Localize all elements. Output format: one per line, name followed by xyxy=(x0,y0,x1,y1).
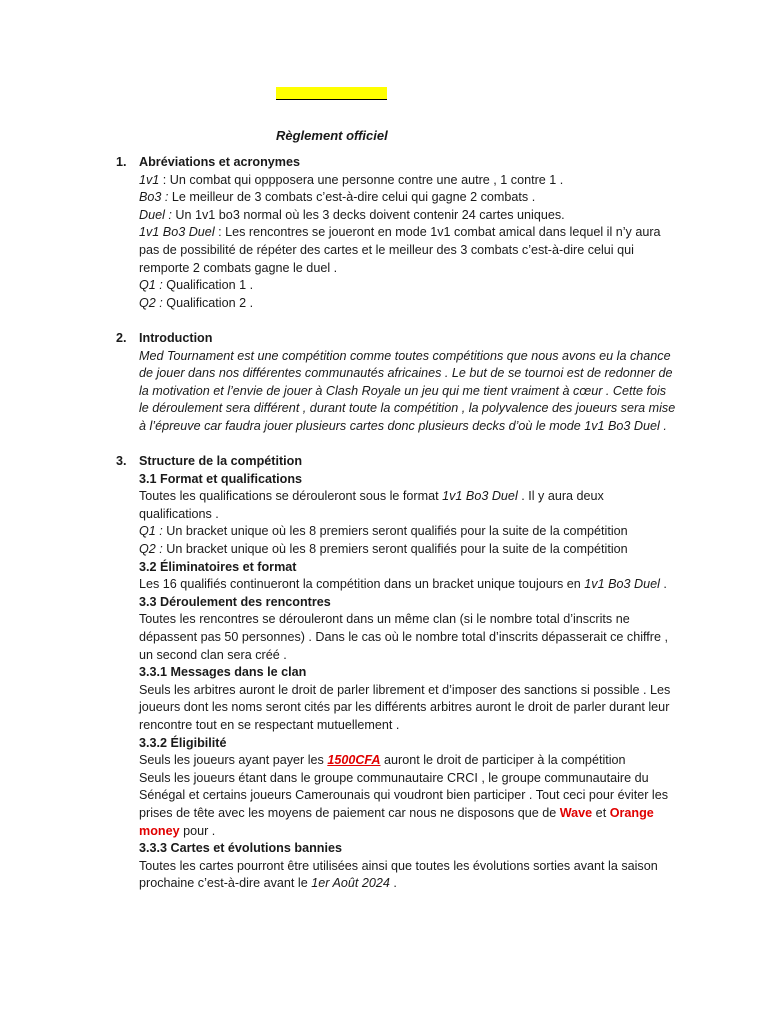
payment-method-wave: Wave xyxy=(559,805,593,820)
section-introduction xyxy=(0,330,768,436)
paragraph: Seuls les joueurs ayant payer les 1500CFA auront le droit de participer à la compétition xyxy=(139,753,626,768)
definition-item: Q2 : Qualification 2 . xyxy=(139,295,254,310)
section-heading: Introduction xyxy=(139,330,213,345)
section-structure xyxy=(0,453,768,893)
highlighted-title-placeholder xyxy=(276,87,387,100)
qualification-item: Q2 : Un bracket unique où les 8 premiers seront qualifiés pour la suite de la compétition xyxy=(139,542,628,557)
section-number: 2. xyxy=(116,330,127,345)
definition-item: 1v1 Bo3 Duel : Les rencontres se joueront en mode 1v1 combat amical dans lequel il n’y aura pas de possibilité de répéter des cartes et le meilleur des 3 combats c’est-à-dire celui qui remporte 2 combats gagne le duel . xyxy=(139,225,661,275)
document-title: Règlement officiel xyxy=(276,128,388,143)
definition-item: Q1 : Qualification 1 . xyxy=(139,278,254,293)
section-heading: Structure de la compétition xyxy=(139,454,303,469)
qualification-item: Q1 : Un bracket unique où les 8 premiers seront qualifiés pour la suite de la compétition xyxy=(139,524,628,539)
paragraph: Toutes les qualifications se dérouleront sous le format 1v1 Bo3 Duel . Il y aura deux qualifications . xyxy=(139,489,604,521)
section-heading: Abréviations et acronymes xyxy=(139,155,300,169)
subsection-heading: 3.1 Format et qualifications xyxy=(139,471,303,486)
section-number: 1. xyxy=(116,155,127,169)
subsection-heading: 3.3 Déroulement des rencontres xyxy=(139,594,331,609)
section-number: 3. xyxy=(116,454,127,469)
definition-item: Duel : Un 1v1 bo3 normal où les 3 decks doivent contenir 24 cartes uniques. xyxy=(139,207,565,222)
document-body xyxy=(0,154,768,911)
definition-item: 1v1 : Un combat qui oppposera une personne contre une autre , 1 contre 1 . xyxy=(139,172,564,187)
subsection-heading: 3.3.3 Cartes et évolutions bannies xyxy=(139,841,342,856)
subsection-heading: 3.3.1 Messages dans le clan xyxy=(139,665,307,680)
paragraph: Toutes les cartes pourront être utilisées ainsi que toutes les évolutions sorties avant la saison prochaine c’est-à-dire avant le 1er Août 2024 . xyxy=(139,858,658,891)
paragraph: Les 16 qualifiés continueront la compétition dans un bracket unique toujours en 1v1 Bo3 Duel . xyxy=(139,577,667,592)
subsection-heading: 3.2 Éliminatoires et format xyxy=(139,559,297,574)
paragraph: Toutes les rencontres se dérouleront dans un même clan (si le nombre total d’inscrits ne dépassent pas 50 personnes) . Dans le cas où le nombre total d’inscrits dépasserait ce chiffre , un second clan sera créé . xyxy=(139,612,668,662)
subsection-heading: 3.3.2 Éligibilité xyxy=(139,735,227,750)
payment-method-orange: Orange money xyxy=(139,805,654,838)
price-highlight: 1500CFA xyxy=(327,753,381,768)
section-abbreviations xyxy=(0,154,768,312)
paragraph: Seuls les joueurs étant dans le groupe communautaire CRCI , le groupe communautaire du Sénégal et certains joueurs Camerounais qui voudront bien participer . Tout ceci pour éviter les prises de tête avec les moyens de paiement car nous ne disposons que de Wave et Orange money pour . xyxy=(139,770,668,838)
definition-item: Bo3 : Le meilleur de 3 combats c’est-à-dire celui qui gagne 2 combats . xyxy=(139,190,536,205)
introduction-paragraph: Med Tournament est une compétition comme toutes compétitions que nous avons eu la chance de jouer dans nos différentes communautés africaines . Le but de se tournoi est de redonner de la motivation et l’envie de jouer à Clash Royale un jeu qui me tient vraiment à cœur . Cette fois le déroulement sera différent , durant toute la compétition , la polyvalence des joueurs sera mise à l’épreuve car faudra jouer plusieurs cartes donc plusieurs decks d’où le mode 1v1 Bo3 Duel . xyxy=(139,348,676,433)
paragraph: Seuls les arbitres auront le droit de parler librement et d’imposer des sanctions si possible . Les joueurs dont les noms seront cités par les différents arbitres auront le droit de parler durant leur rencontre tout en se respectant mutuellement . xyxy=(139,682,671,732)
